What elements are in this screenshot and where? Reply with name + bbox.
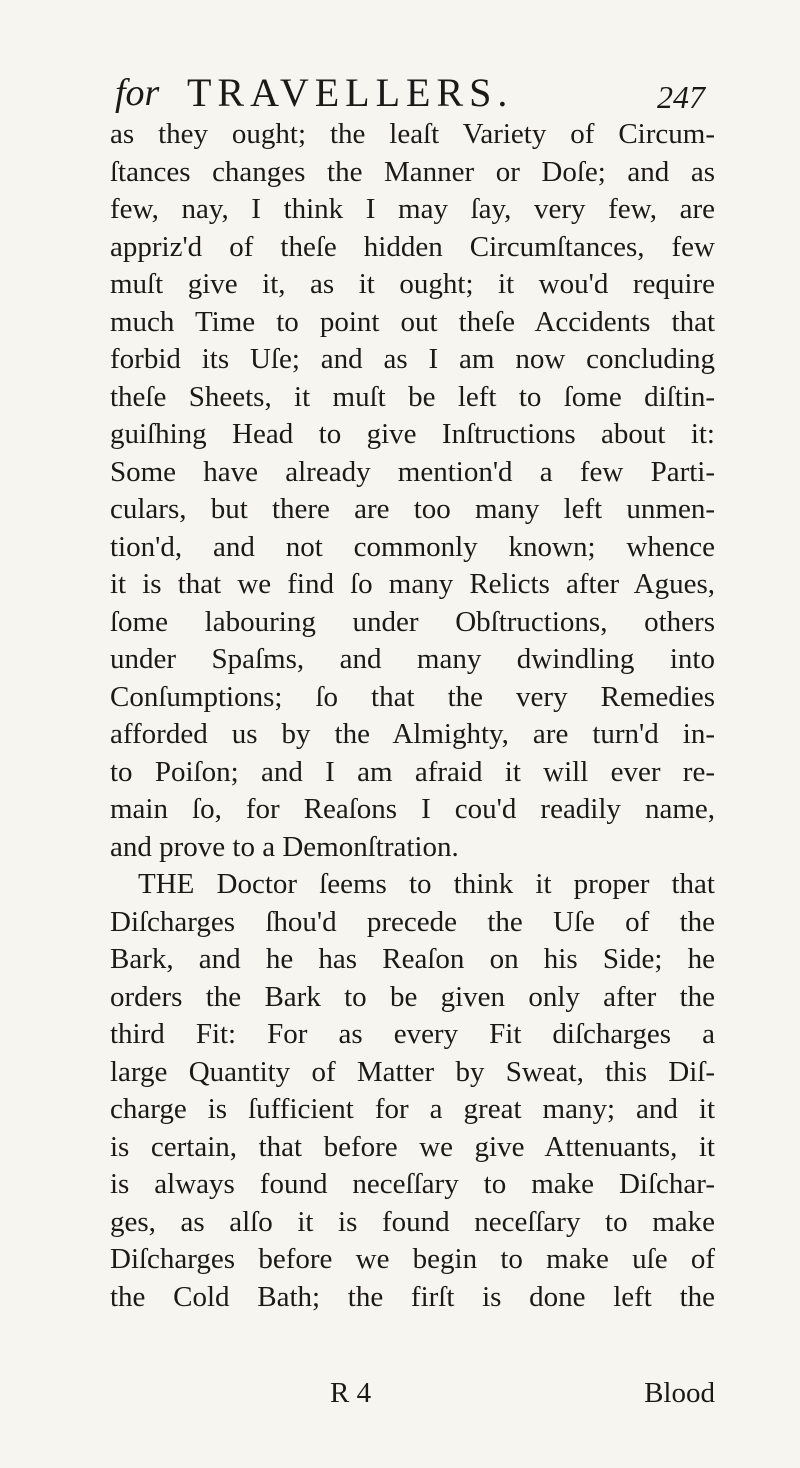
text-line: third Fit: For as every Fit diſcharges a [110,1018,715,1050]
catchword: Blood [644,1377,715,1409]
header-title: TRAVELLERS. [187,70,514,115]
text-line: charge is ſufficient for a great many; and it [110,1093,715,1125]
text-line: much Time to point out theſe Accidents that [110,305,715,338]
text-line: orders the Bark to be given only after the [110,980,715,1013]
text-line: afforded us by the Almighty, are turn'd in- [110,718,715,750]
text-line: ſome labouring under Obſtructions, others [110,605,715,638]
text-line: as they ought; the leaſt Variety of Circum- [110,118,715,150]
page-number: 247 [657,79,705,115]
text-line: the Cold Bath; the firſt is done left the [110,1280,715,1313]
text-line: Diſcharges before we begin to make uſe of [110,1243,715,1275]
text-line: guiſhing Head to give Inſtructions about it: [110,418,715,450]
page-footer [110,1375,715,1411]
text-line: to Poiſon; and I am afraid it will ever re- [110,755,715,788]
text-line: is always found neceſſary to make Diſchar- [110,1168,715,1200]
text-line: few, nay, I think I may ſay, very few, are [110,193,715,225]
text-line: ges, as alſo it is found neceſſary to make [110,1205,715,1238]
signature-mark: R 4 [330,1377,372,1409]
text-line: main ſo, for Reaſons I cou'd readily name, [110,793,715,825]
text-line: forbid its Uſe; and as I am now concluding [110,343,715,375]
paragraph-start-line: THE Doctor ſeems to think it proper that [138,868,715,900]
text-line: Conſumptions; ſo that the very Remedies [110,680,715,713]
text-line: under Spaſms, and many dwindling into [110,643,715,675]
paragraph-end-line: and prove to a Demonſtration. [110,830,459,863]
header-prefix: for [115,72,160,114]
text-line: ſtances changes the Manner or Doſe; and as [110,155,715,188]
text-line: Bark, and he has Reaſon on his Side; he [110,943,715,975]
text-line: is certain, that before we give Attenuants, it [110,1130,715,1163]
text-line: muſt give it, as it ought; it wou'd require [110,268,715,300]
text-line: appriz'd of theſe hidden Circumſtances, few [110,230,715,263]
body-text [110,116,715,1316]
text-line: tion'd, and not commonly known; whence [110,530,715,563]
text-line: culars, but there are too many left unmen- [110,493,715,525]
text-line: large Quantity of Matter by Sweat, this Diſ- [110,1055,715,1088]
text-line: theſe Sheets, it muſt be left to ſome diſtin- [110,380,715,413]
text-line: Some have already mention'd a few Parti- [110,455,715,488]
text-line: Diſcharges ſhou'd precede the Uſe of the [110,905,715,938]
text-line: it is that we find ſo many Relicts after Agues, [110,568,715,600]
